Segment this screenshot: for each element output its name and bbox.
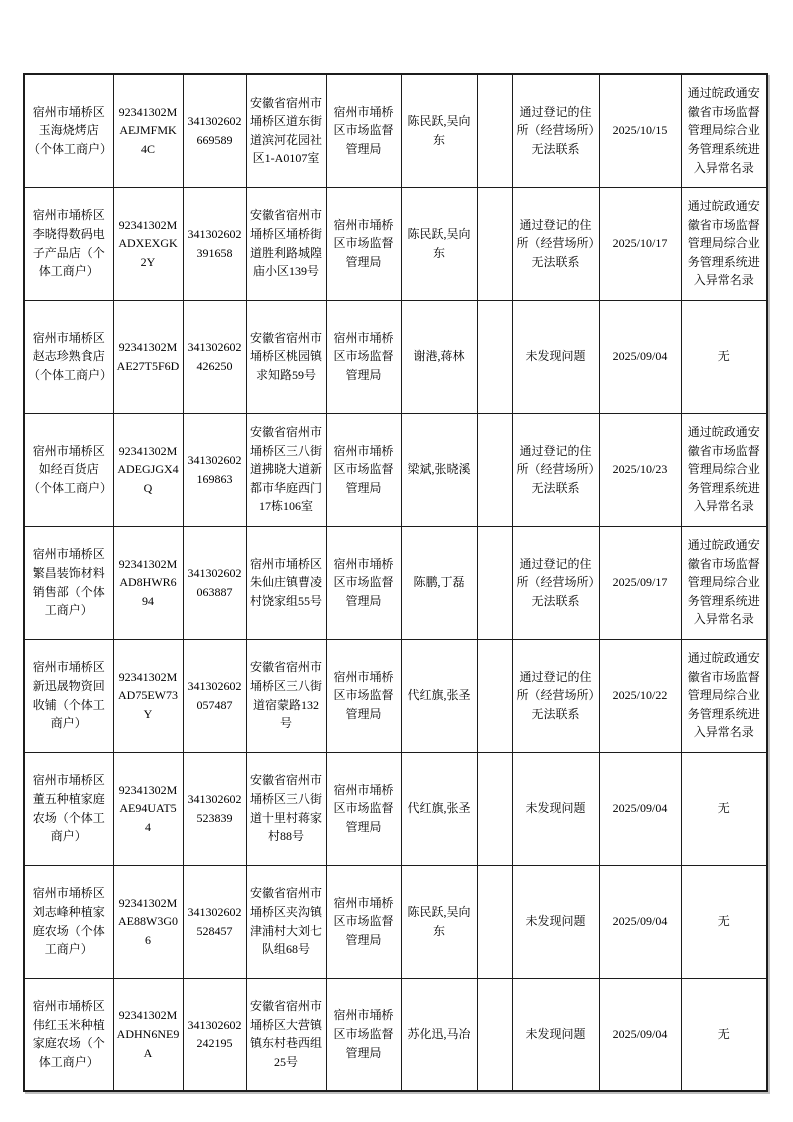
cell-name: 宿州市埇桥区赵志珍熟食店（个体工商户） xyxy=(24,300,113,413)
cell-address: 宿州市埇桥区朱仙庄镇曹凌村饶家组55号 xyxy=(246,526,326,639)
cell-address: 安徽省宿州市埇桥区埇桥街道胜利路城隍庙小区139号 xyxy=(246,187,326,300)
cell-result: 通过登记的住所（经营场所）无法联系 xyxy=(512,74,599,187)
table-row xyxy=(24,413,767,526)
cell-handling: 通过皖政通安徽省市场监督管理局综合业务管理系统进入异常名录 xyxy=(681,187,767,300)
cell-blank xyxy=(477,187,512,300)
table-row xyxy=(24,74,767,187)
cell-authority: 宿州市埇桥区市场监督管理局 xyxy=(326,526,401,639)
table-row xyxy=(24,752,767,865)
cell-inspectors: 梁斌,张晓溪 xyxy=(401,413,477,526)
cell-date: 2025/10/23 xyxy=(599,413,681,526)
cell-handling: 无 xyxy=(681,752,767,865)
cell-name: 宿州市埇桥区董五种植家庭农场（个体工商户） xyxy=(24,752,113,865)
cell-authority: 宿州市埇桥区市场监督管理局 xyxy=(326,187,401,300)
cell-inspectors: 陈鹏,丁磊 xyxy=(401,526,477,639)
cell-result: 未发现问题 xyxy=(512,865,599,978)
table-row xyxy=(24,978,767,1091)
cell-authority: 宿州市埇桥区市场监督管理局 xyxy=(326,978,401,1091)
cell-blank xyxy=(477,639,512,752)
cell-authority: 宿州市埇桥区市场监督管理局 xyxy=(326,413,401,526)
cell-address: 安徽省宿州市埇桥区三八街道宿蒙路132号 xyxy=(246,639,326,752)
cell-result: 通过登记的住所（经营场所）无法联系 xyxy=(512,639,599,752)
cell-date: 2025/09/04 xyxy=(599,752,681,865)
cell-authority: 宿州市埇桥区市场监督管理局 xyxy=(326,639,401,752)
cell-address: 安徽省宿州市埇桥区桃园镇求知路59号 xyxy=(246,300,326,413)
cell-result: 未发现问题 xyxy=(512,300,599,413)
cell-result: 未发现问题 xyxy=(512,978,599,1091)
cell-credit-code: 92341302MADXEXGK2Y xyxy=(113,187,183,300)
cell-blank xyxy=(477,300,512,413)
cell-reg-no: 341302602391658 xyxy=(183,187,246,300)
table-row xyxy=(24,300,767,413)
cell-date: 2025/10/22 xyxy=(599,639,681,752)
cell-result: 通过登记的住所（经营场所）无法联系 xyxy=(512,413,599,526)
cell-date: 2025/09/04 xyxy=(599,300,681,413)
table-row xyxy=(24,526,767,639)
cell-name: 宿州市埇桥区新迅晟物资回收铺（个体工商户） xyxy=(24,639,113,752)
cell-handling: 通过皖政通安徽省市场监督管理局综合业务管理系统进入异常名录 xyxy=(681,413,767,526)
cell-inspectors: 苏化迅,马冶 xyxy=(401,978,477,1091)
cell-name: 宿州市埇桥区繁昌装饰材料销售部（个体工商户） xyxy=(24,526,113,639)
cell-result: 未发现问题 xyxy=(512,752,599,865)
table-body xyxy=(24,74,767,1091)
table-row xyxy=(24,865,767,978)
cell-result: 通过登记的住所（经营场所）无法联系 xyxy=(512,526,599,639)
cell-inspectors: 陈民跃,吴向东 xyxy=(401,74,477,187)
cell-reg-no: 341302602669589 xyxy=(183,74,246,187)
cell-address: 安徽省宿州市埇桥区三八街道拂晓大道新都市华庭西门17栋106室 xyxy=(246,413,326,526)
table-row xyxy=(24,639,767,752)
cell-date: 2025/09/17 xyxy=(599,526,681,639)
cell-address: 安徽省宿州市埇桥区夹沟镇津浦村大刘七队组68号 xyxy=(246,865,326,978)
cell-reg-no: 341302602057487 xyxy=(183,639,246,752)
cell-handling: 无 xyxy=(681,978,767,1091)
inspection-table xyxy=(23,73,768,1092)
cell-credit-code: 92341302MAEJMFMK4C xyxy=(113,74,183,187)
cell-address: 安徽省宿州市埇桥区道东街道滨河花园社区1-A0107室 xyxy=(246,74,326,187)
cell-address: 安徽省宿州市埇桥区大营镇镇东村巷西组25号 xyxy=(246,978,326,1091)
table-row xyxy=(24,187,767,300)
cell-address: 安徽省宿州市埇桥区三八街道十里村蒋家村88号 xyxy=(246,752,326,865)
cell-result: 通过登记的住所（经营场所）无法联系 xyxy=(512,187,599,300)
cell-reg-no: 341302602426250 xyxy=(183,300,246,413)
cell-blank xyxy=(477,978,512,1091)
cell-authority: 宿州市埇桥区市场监督管理局 xyxy=(326,752,401,865)
cell-handling: 无 xyxy=(681,300,767,413)
cell-date: 2025/10/15 xyxy=(599,74,681,187)
cell-credit-code: 92341302MAE27T5F6D xyxy=(113,300,183,413)
cell-name: 宿州市埇桥区刘志峰种植家庭农场（个体工商户） xyxy=(24,865,113,978)
cell-name: 宿州市埇桥区玉海烧烤店（个体工商户） xyxy=(24,74,113,187)
cell-name: 宿州市埇桥区李晓得数码电子产品店（个体工商户） xyxy=(24,187,113,300)
cell-date: 2025/09/04 xyxy=(599,978,681,1091)
cell-authority: 宿州市埇桥区市场监督管理局 xyxy=(326,865,401,978)
cell-inspectors: 陈民跃,吴向东 xyxy=(401,865,477,978)
cell-authority: 宿州市埇桥区市场监督管理局 xyxy=(326,300,401,413)
cell-reg-no: 341302602242195 xyxy=(183,978,246,1091)
cell-date: 2025/10/17 xyxy=(599,187,681,300)
cell-handling: 无 xyxy=(681,865,767,978)
cell-reg-no: 341302602063887 xyxy=(183,526,246,639)
cell-handling: 通过皖政通安徽省市场监督管理局综合业务管理系统进入异常名录 xyxy=(681,639,767,752)
cell-name: 宿州市埇桥区如经百货店（个体工商户） xyxy=(24,413,113,526)
cell-blank xyxy=(477,413,512,526)
cell-credit-code: 92341302MAE88W3G06 xyxy=(113,865,183,978)
cell-blank xyxy=(477,865,512,978)
cell-inspectors: 代红旗,张圣 xyxy=(401,752,477,865)
cell-inspectors: 陈民跃,吴向东 xyxy=(401,187,477,300)
cell-credit-code: 92341302MAD75EW73Y xyxy=(113,639,183,752)
cell-blank xyxy=(477,74,512,187)
cell-inspectors: 谢港,蒋林 xyxy=(401,300,477,413)
cell-authority: 宿州市埇桥区市场监督管理局 xyxy=(326,74,401,187)
cell-reg-no: 341302602528457 xyxy=(183,865,246,978)
cell-reg-no: 341302602169863 xyxy=(183,413,246,526)
cell-handling: 通过皖政通安徽省市场监督管理局综合业务管理系统进入异常名录 xyxy=(681,74,767,187)
cell-credit-code: 92341302MADHN6NE9A xyxy=(113,978,183,1091)
cell-handling: 通过皖政通安徽省市场监督管理局综合业务管理系统进入异常名录 xyxy=(681,526,767,639)
cell-credit-code: 92341302MAE94UAT54 xyxy=(113,752,183,865)
cell-credit-code: 92341302MADEGJGX4Q xyxy=(113,413,183,526)
cell-blank xyxy=(477,526,512,639)
cell-blank xyxy=(477,752,512,865)
cell-name: 宿州市埇桥区伟红玉米种植家庭农场（个体工商户） xyxy=(24,978,113,1091)
cell-date: 2025/09/04 xyxy=(599,865,681,978)
cell-inspectors: 代红旗,张圣 xyxy=(401,639,477,752)
cell-reg-no: 341302602523839 xyxy=(183,752,246,865)
cell-credit-code: 92341302MAD8HWR694 xyxy=(113,526,183,639)
